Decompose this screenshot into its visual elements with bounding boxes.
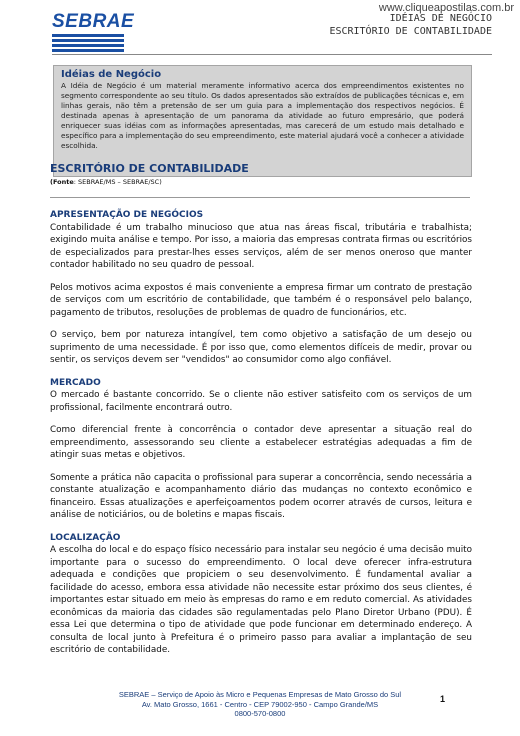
footer-line-3: 0800-570-0800 xyxy=(234,709,286,718)
info-box xyxy=(53,65,472,177)
document-source xyxy=(50,178,162,186)
logo-text: SEBRAE xyxy=(52,11,135,32)
section-heading-apresentacao: APRESENTAÇÃO DE NEGÓCIOS xyxy=(50,210,204,220)
document-title: ESCRITÓRIO DE CONTABILIDADE xyxy=(50,162,249,175)
header-line-2: ESCRITÓRIO DE CONTABILIDADE xyxy=(329,26,492,37)
section-heading-mercado: MERCADO xyxy=(50,377,101,388)
document-body xyxy=(50,209,472,657)
paragraph: Contabilidade é um trabalho minucioso que atua nas áreas fiscal, tributária e trabalhista; exigindo muita análise e tempo. Por isso, a maioria das empresas contrata firmas ou escritórios de especializados para prestar-lhes esses serviços, além de ser menos oneroso que manter contador habilitado no seu quadro de pessoal. xyxy=(50,222,473,270)
source-value: : SEBRAE/MS – SEBRAE/SC) xyxy=(73,178,162,186)
sebrae-logo xyxy=(52,7,135,55)
header-divider xyxy=(52,54,492,55)
source-open: ( xyxy=(50,178,53,186)
watermark-url: www.cliqueapostilas.com.br xyxy=(378,2,514,14)
info-box-title: Idéias de Negócio xyxy=(61,69,162,80)
footer-line-1: SEBRAE – Serviço de Apoio às Micro e Pequenas Empresas de Mato Grosso do Sul xyxy=(118,690,402,699)
footer-line-2: Av. Mato Grosso, 1661 - Centro - CEP 79002-950 - Campo Grande/MS xyxy=(141,699,379,709)
source-label: Fonte xyxy=(52,178,74,186)
title-divider xyxy=(50,197,470,198)
paragraph: Pelos motivos acima expostos é mais conveniente a empresa firmar um contrato de prestação de serviços com um escritório de contabilidade, que também é o responsável pelo balanço, pagamento de tributos, resoluções de problemas de quadro de funcionários, etc. xyxy=(50,282,472,318)
logo-stripes xyxy=(52,34,124,54)
paragraph: A escolha do local e do espaço físico necessário para instalar seu negócio é uma decisão muito importante para o sucesso do empreendimento. O local deve oferecer infra-estrutura adequada e condições que propiciem o seu desenvolvimento. É fundamental avaliar a facilidade do acesso, embora essa atividade não necessite estar próximo dos seus clientes, é importantes estar situado em meio às empresas do ramo e em reduto comercial. As atividades econômicas da maioria das cidades são regulamentadas pelo Plano Diretor Urbano (PDU). É essa Lei que determina o tipo de atividade que pode funcionar em determinado endereço. A consulta de local junto à Prefeitura é o primeiro passo para avaliar a implantação de seu escritório de contabilidade. xyxy=(50,545,472,655)
page-number: 1 xyxy=(440,694,446,704)
paragraph: Somente a prática não capacita o profissional para superar a concorrência, sendo necessária a constante atualização e acompanhamento diário das mudanças no contexto econômico e financeiro. Essas atualizações e aperfeiçoamentos podem ocorrer através de cursos, leitura e análise de noticiários, ou de boletins e mapas fiscais. xyxy=(50,472,472,520)
paragraph: O serviço, bem por natureza intangível, tem como objetivo a satisfação de um desejo ou suprimento de uma necessidade. É por isso que, como elementos difíceis de medir, provar ou sentir, os serviços devem ser "vendidos" ao consumidor como algo confiável. xyxy=(50,330,472,365)
paragraph: O mercado é bastante concorrido. Se o cliente não estiver satisfeito com os serviços de um profissional, facilmente encontrará outro. xyxy=(50,390,472,413)
document-header xyxy=(329,12,492,38)
info-box-text: A Idéia de Negócio é um material meramente informativo acerca dos empreendimentos existentes no segmento correspondente ao seu título. Os dados apresentados são extraídos de publicações técnicas e, em linhas gerais, não têm a pretensão de ser um guia para a implementação dos respectivos negócios. É destinada apenas à apresentação de um panorama da atividade ao futuro empresário, que poderá enriquecer suas idéias com as informações apresentadas, mas carecerá de um estudo mais detalhado e específico para a implementação do seu empreendimento, este material ajudará você a conhecer a atividade escolhida. xyxy=(61,81,464,150)
paragraph: Como diferencial frente à concorrência o contador deve apresentar a situação real do empreendimento, assessorando seu cliente a estabelecer estratégias adequadas a fim de atingir suas metas e objetivos. xyxy=(50,425,472,460)
section-heading-localizacao: LOCALIZAÇÃO xyxy=(50,532,121,543)
header-line-1: IDÉIAS DE NEGÓCIO xyxy=(389,13,492,24)
